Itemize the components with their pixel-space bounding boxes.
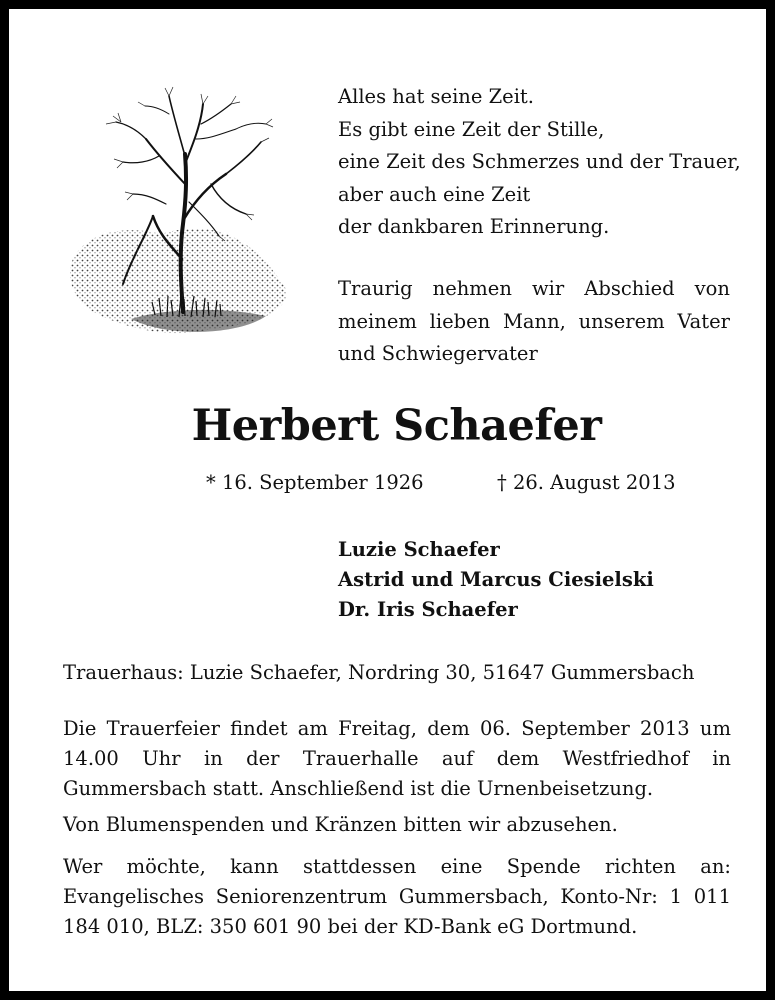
poem-line: eine Zeit des Schmerzes und der Trauer,	[338, 150, 741, 173]
flowers-note: Von Blumenspenden und Kränzen bitten wir abzusehen.	[63, 813, 618, 836]
family-member: Dr. Iris Schaefer	[338, 598, 518, 621]
mourning-house: Trauerhaus: Luzie Schaefer, Nordring 30, 51647 Gummersbach	[63, 661, 695, 684]
poem-line: Es gibt eine Zeit der Stille,	[338, 117, 605, 141]
family-list	[338, 535, 654, 625]
tree-icon	[61, 84, 291, 344]
donation-text: Wer möchte, kann stattdessen eine Spende richten an: Evangelisches Seniorenzentrum Gummersbach, Konto-Nr: 1 011 184 010, BLZ: 350 601 90 bei der KD-Bank eG Dortmund.	[63, 855, 731, 938]
deceased-name: Herbert Schaefer	[191, 401, 602, 451]
funeral-service-text: Die Trauerfeier findet am Freitag, dem 06. September 2013 um 14.00 Uhr in der Trauerhalle auf dem Westfriedhof in Gummersbach statt. Anschließend ist die Urnenbeisetzung.	[63, 717, 731, 800]
poem-line: Alles hat seine Zeit.	[338, 85, 534, 108]
death-date: † 26. August 2013	[497, 471, 676, 494]
intro-text: Traurig nehmen wir Abschied von meinem lieben Mann, unserem Vater und Schwiegervater	[338, 277, 730, 365]
poem	[338, 81, 741, 244]
poem-line: aber auch eine Zeit	[338, 182, 531, 206]
family-member: Astrid und Marcus Ciesielski	[338, 568, 654, 591]
birth-date: * 16. September 1926	[206, 471, 424, 494]
family-member: Luzie Schaefer	[338, 538, 500, 561]
poem-line: der dankbaren Erinnerung.	[338, 215, 610, 238]
